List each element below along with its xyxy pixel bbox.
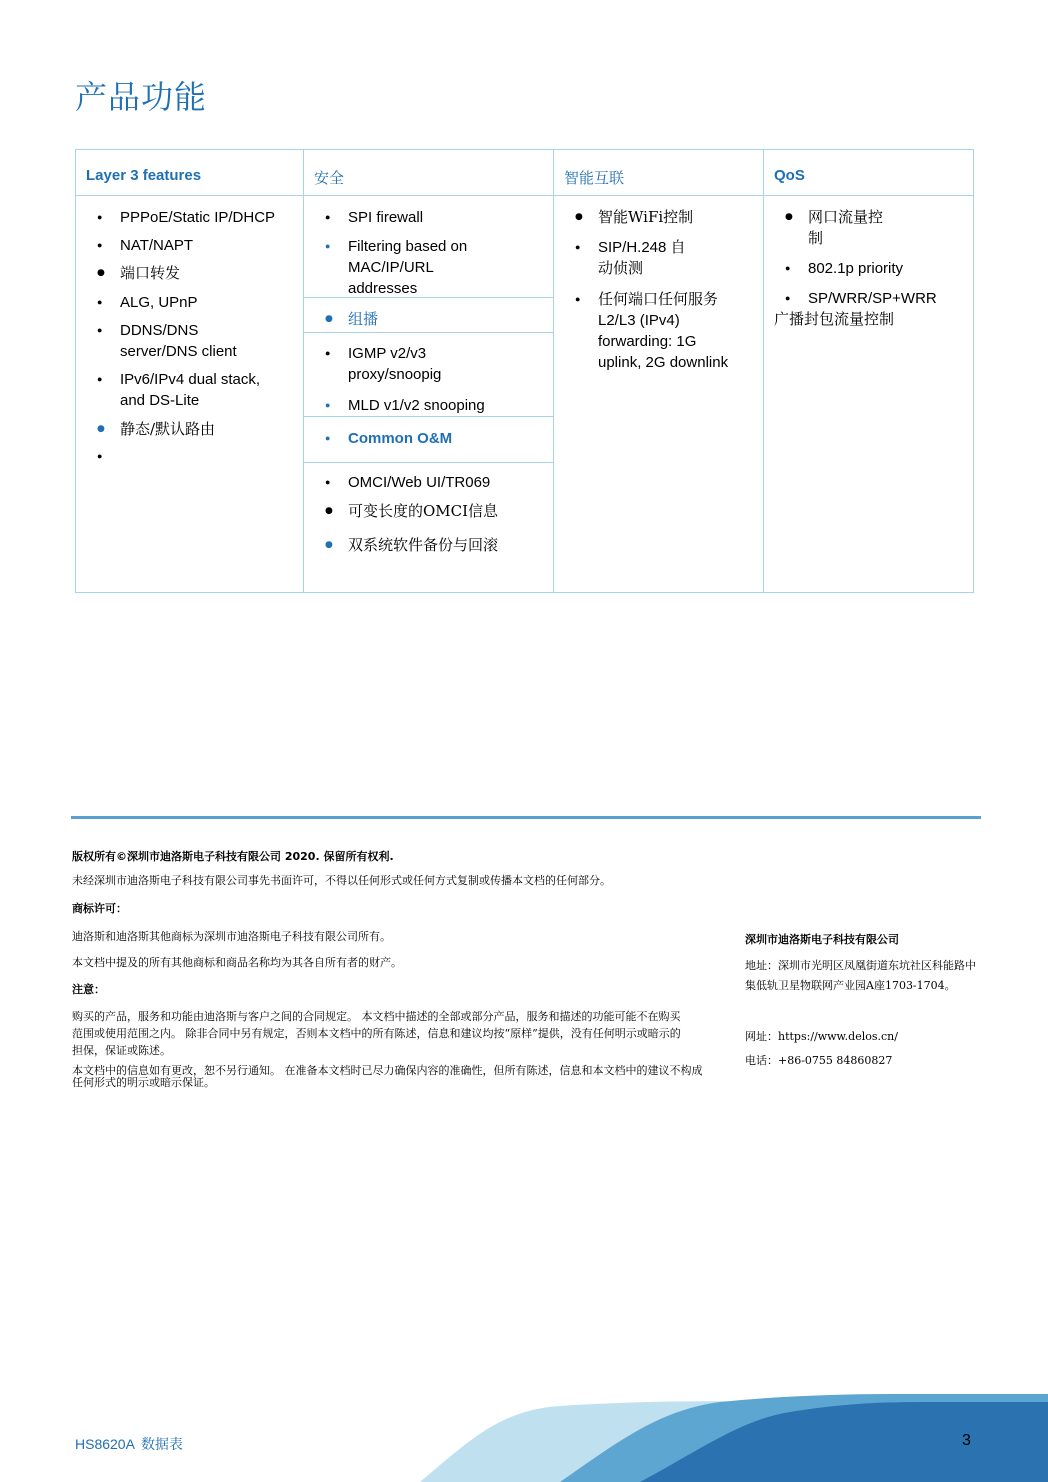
list-item: ● Filtering based on MAC/IP/URL addresses — [304, 236, 553, 299]
divider — [304, 297, 553, 298]
column-header-smart-connect: 智能互联 — [554, 150, 763, 196]
column-header-layer3: Layer 3 features — [76, 150, 303, 196]
notice-paragraph-2: 本文档中的信息如有更改，恕不另行通知。 在准备本文档时已尽力确保内容的准确性，但所有陈述，信息和本文档中的建议不构成任何形式的明示或暗示保证。 — [72, 1064, 703, 1089]
contact-address: 地址：深圳市光明区凤凰街道东坑社区科能路中集低轨卫星物联网产业园A座1703-1704。 — [745, 959, 976, 992]
list-item: ● SPI firewall — [304, 207, 553, 228]
list-item: ● SP/WRR/SP+WRR — [764, 288, 973, 309]
contact-company: 深圳市迪洛斯电子科技有限公司 — [745, 933, 899, 946]
subsection-header-multicast: ● 组播 — [304, 309, 553, 330]
contact-website: 网址：https://www.delos.cn/ — [745, 1030, 898, 1043]
list-item: ● IPv6/IPv4 dual stack, and DS-Lite — [76, 369, 303, 411]
footer-wave-graphic — [0, 1380, 1048, 1482]
footer-doc-type: 数据表 — [140, 1437, 183, 1453]
page-title: 产品功能 — [75, 78, 208, 116]
copyright-line: 版权所有©深圳市迪洛斯电子科技有限公司 2020. 保留所有权利. — [72, 850, 394, 863]
column-layer3 — [76, 150, 304, 592]
list-item: ● 智能WiFi控制 — [554, 207, 763, 228]
list-item: ● DDNS/DNS server/DNS client — [76, 320, 303, 362]
subsection-header-om: ● Common O&M — [304, 428, 553, 449]
list-item: ● MLD v1/v2 snooping — [304, 395, 553, 416]
notice-heading: 注意： — [72, 983, 105, 996]
page-number: 3 — [962, 1432, 971, 1449]
list-item: ● 端口转发 — [76, 263, 303, 284]
list-item: ● SIP/H.248 自动侦测 — [554, 237, 763, 279]
column-qos — [764, 150, 973, 592]
footer-doc-label — [75, 1434, 183, 1454]
trademark-line-2: 本文档中提及的所有其他商标和商品名称均为其各自所有者的财产。 — [72, 956, 402, 969]
list-item: ● NAT/NAPT — [76, 235, 303, 256]
column-smart-connect — [554, 150, 764, 592]
list-item: ● 双系统软件备份与回滚 — [304, 535, 553, 556]
list-item: ● 可变长度的OMCI信息 — [304, 501, 553, 522]
list-item: ● ALG, UPnP — [76, 292, 303, 313]
list-item: ● 网口流量控制 — [764, 207, 973, 249]
footer-model: HS8620A — [75, 1436, 135, 1452]
feature-table — [75, 149, 974, 593]
list-item: ● 任何端口任何服务 L2/L3 (IPv4) forwarding: 1G uplink, 2G downlink — [554, 289, 763, 373]
trademark-line-1: 迪洛斯和迪洛斯其他商标为深圳市迪洛斯电子科技有限公司所有。 — [72, 930, 391, 943]
contact-phone: 电话：+86-0755 84860827 — [745, 1054, 893, 1067]
divider — [304, 416, 553, 417]
list-item: ● PPPoE/Static IP/DHCP — [76, 207, 303, 228]
divider — [304, 332, 553, 333]
list-item: ● 静态/默认路由 — [76, 419, 303, 440]
column-security — [304, 150, 554, 592]
column-header-qos: QoS — [764, 150, 973, 196]
column-header-security: 安全 — [304, 150, 553, 196]
section-divider — [71, 816, 981, 819]
trademark-heading: 商标许可： — [72, 902, 127, 915]
list-item — [76, 446, 303, 467]
list-item: ● 802.1p priority — [764, 258, 973, 279]
notice-paragraph-1: 购买的产品，服务和功能由迪洛斯与客户之间的合同规定。 本文档中描述的全部或部分产品，服务和描述的功能可能不在购买范围或使用范围之内。 除非合同中另有规定，否则本文档中的所有陈述，信息和建议均按“原样”提供，没有任何明示或暗示的担保，保证或陈述。 — [72, 1010, 681, 1057]
divider — [304, 462, 553, 463]
list-item: ● OMCI/Web UI/TR069 — [304, 472, 553, 493]
list-item: ● IGMP v2/v3 proxy/snoopig — [304, 343, 553, 385]
copy-notice: 未经深圳市迪洛斯电子科技有限公司事先书面许可，不得以任何形式或任何方式复制或传播本文档的任何部分。 — [72, 874, 611, 887]
qos-trailing-text: 广播封包流量控制 — [774, 310, 895, 328]
